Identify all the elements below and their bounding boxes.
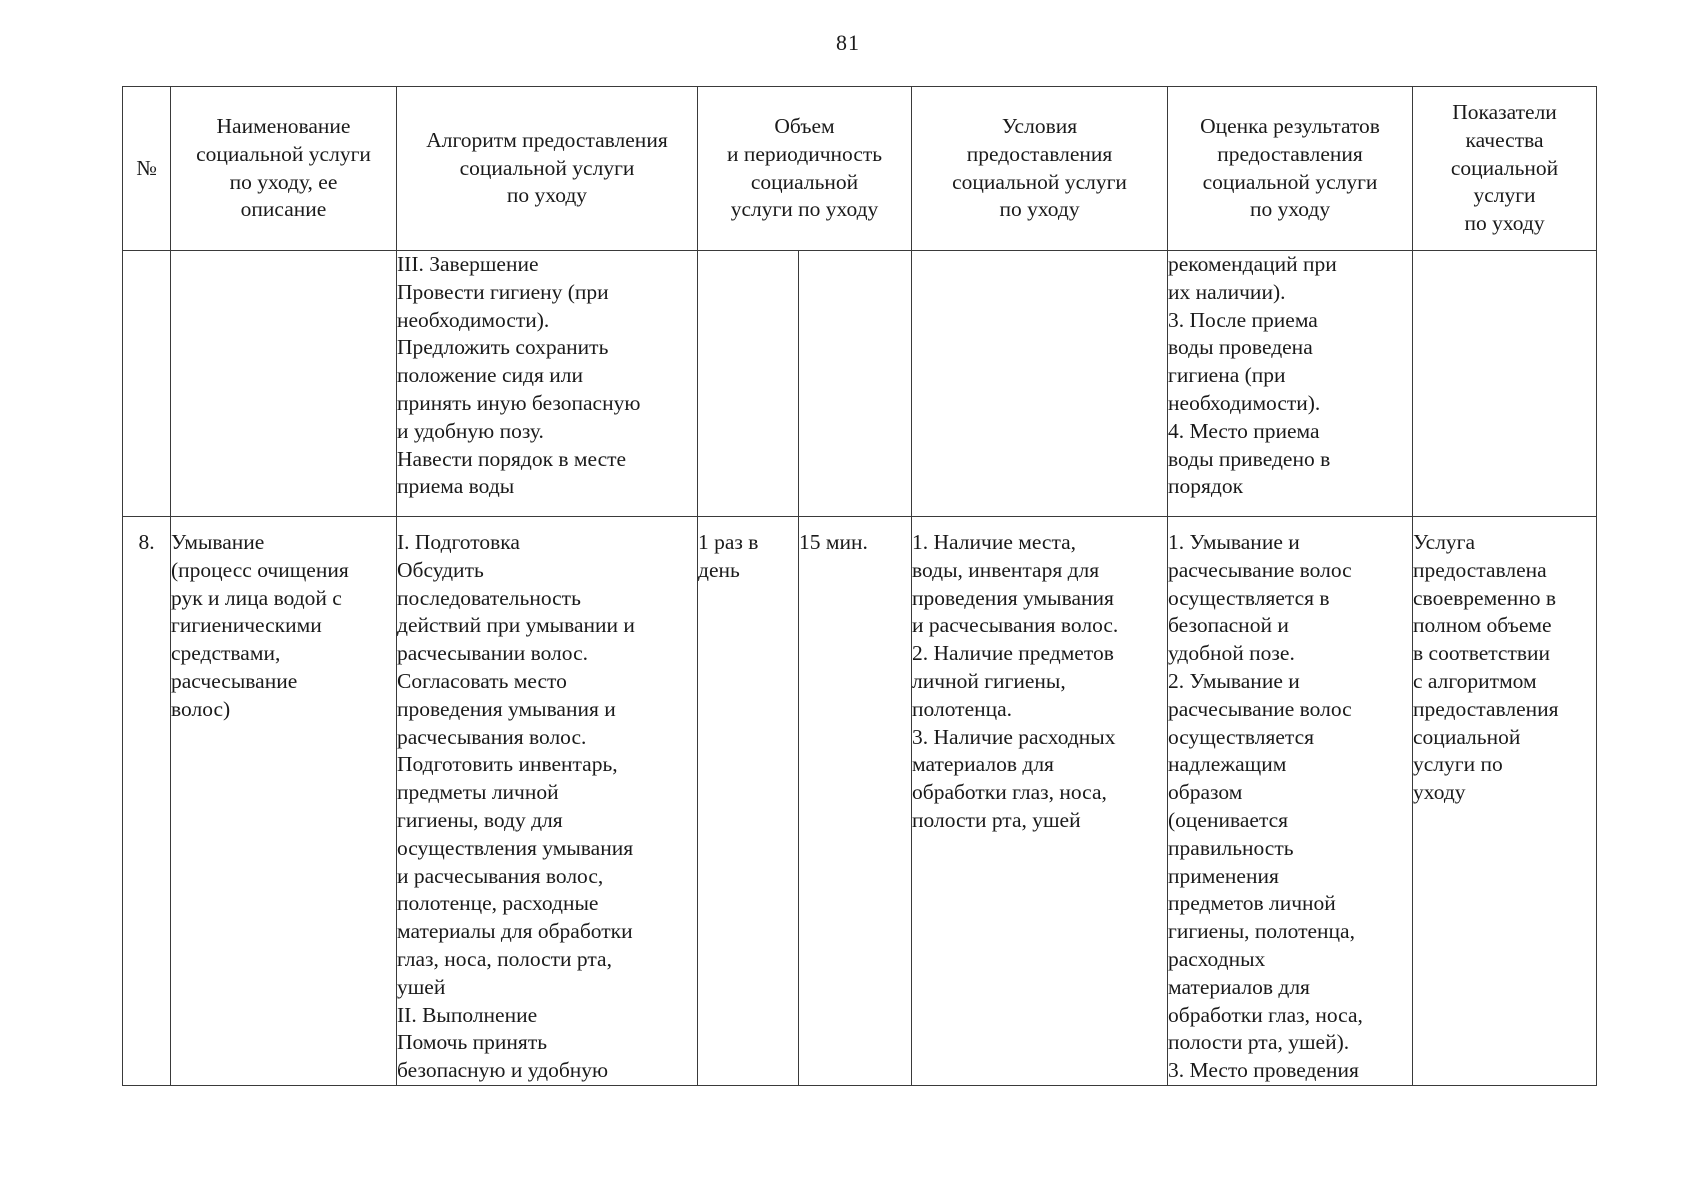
- header-volume: [698, 87, 912, 251]
- text-line: социальной услуги: [196, 141, 371, 166]
- text-line: и удобную позу.: [397, 418, 544, 443]
- quality-cell: [1413, 251, 1597, 517]
- text-line: полном объеме: [1413, 613, 1552, 638]
- text-line: рекомендаций при: [1168, 252, 1337, 276]
- text-line: осуществляется: [1168, 724, 1315, 749]
- header-name: [171, 87, 397, 251]
- text-line: социальной: [1413, 724, 1521, 749]
- text-line: по уходу, ее: [229, 169, 338, 194]
- text-line: действий при умывании и: [397, 613, 635, 638]
- text-line: (оценивается: [1168, 807, 1289, 832]
- text-line: надлежащим: [1168, 752, 1287, 777]
- text-line: предметы личной: [397, 780, 559, 805]
- text-line: день: [698, 557, 740, 582]
- text-line: волос): [171, 696, 231, 721]
- text-line: проведения умывания и: [397, 696, 616, 721]
- text-line: (процесс очищения: [171, 557, 349, 582]
- text-line: Помочь принять: [397, 1030, 548, 1055]
- text-line: Объем: [774, 113, 835, 138]
- text-line: и расчесывания волос.: [912, 613, 1119, 638]
- text-line: III. Завершение: [397, 252, 539, 276]
- evaluation-cell: [1168, 517, 1413, 1086]
- text-line: гигиена (при: [1168, 363, 1286, 388]
- text-line: услуги по: [1413, 752, 1503, 777]
- text-line: средствами,: [171, 641, 281, 666]
- page-number: 81: [836, 30, 860, 55]
- duration-cell: [799, 251, 912, 517]
- text-line: обработки глаз, носа,: [1168, 1002, 1363, 1027]
- table-row: [123, 251, 1597, 517]
- text-line: применения: [1168, 863, 1279, 888]
- frequency-cell: [698, 251, 799, 517]
- text-line: качества: [1465, 127, 1544, 152]
- text-line: безопасной и: [1168, 613, 1289, 638]
- text-line: осуществления умывания: [397, 835, 634, 860]
- text-line: Услуга: [1413, 530, 1476, 554]
- text-line: предоставления: [1217, 141, 1363, 166]
- text-line: полости рта, ушей: [912, 807, 1081, 832]
- text-line: социальной услуги: [1202, 169, 1378, 194]
- text-line: предоставления: [1413, 696, 1559, 721]
- text-line: 15 мин.: [799, 530, 868, 554]
- text-line: последовательность: [397, 585, 581, 610]
- evaluation-cell: [1168, 251, 1413, 517]
- text-line: 3. Наличие расходных: [912, 724, 1116, 749]
- header-algorithm: [397, 87, 698, 251]
- text-line: Алгоритм предоставления: [426, 127, 668, 152]
- text-line: рук и лица водой с: [171, 585, 342, 610]
- text-line: расчесывании волос.: [397, 641, 588, 666]
- text-line: материалы для обработки: [397, 919, 633, 944]
- text-line: приема воды: [397, 474, 515, 499]
- text-line: расчесывание волос: [1168, 557, 1352, 582]
- text-line: Условия: [1001, 113, 1078, 138]
- text-line: Навести порядок в месте: [397, 446, 627, 471]
- text-line: ушей: [397, 974, 446, 999]
- text-line: гигиены, воду для: [397, 807, 563, 832]
- text-line: положение сидя или: [397, 363, 583, 388]
- text-line: Обсудить: [397, 557, 484, 582]
- text-line: 1. Наличие места,: [912, 530, 1077, 554]
- text-line: предоставлена: [1413, 557, 1547, 582]
- text-line: 2. Наличие предметов: [912, 641, 1114, 666]
- text-line: и расчесывания волос,: [397, 863, 604, 888]
- text-line: необходимости).: [1168, 390, 1321, 415]
- text-line: по уходу: [1249, 197, 1331, 222]
- text-line: материалов для: [912, 752, 1054, 777]
- row-num: 8.: [123, 517, 171, 1086]
- text-line: их наличии).: [1168, 279, 1286, 304]
- text-line: в соответствии: [1413, 641, 1551, 666]
- text-line: расчесывание волос: [1168, 696, 1352, 721]
- text-line: воды, инвентаря для: [912, 557, 1100, 582]
- header-quality: [1413, 87, 1597, 251]
- text-line: 4. Место приема: [1168, 418, 1320, 443]
- conditions-cell: [912, 251, 1168, 517]
- text-line: уходу: [1413, 780, 1466, 805]
- text-line: услуги по уходу: [730, 197, 879, 222]
- quality-cell: [1413, 517, 1597, 1086]
- text-line: по уходу: [999, 197, 1080, 222]
- text-line: Провести гигиену (при: [397, 279, 609, 304]
- text-line: расходных: [1168, 946, 1266, 971]
- text-line: услуги: [1473, 183, 1536, 208]
- text-line: Предложить сохранить: [397, 335, 609, 360]
- text-line: принять иную безопасную: [397, 390, 641, 415]
- text-line: и периодичность: [726, 141, 883, 166]
- text-line: глаз, носа, полости рта,: [397, 946, 612, 971]
- table-header-row: [123, 87, 1597, 251]
- text-line: своевременно в: [1413, 585, 1556, 610]
- text-line: социальной услуги: [952, 169, 1127, 194]
- text-line: удобной позе.: [1168, 641, 1295, 666]
- text-line: II. Выполнение: [397, 1002, 538, 1027]
- text-line: воды проведена: [1168, 335, 1313, 360]
- text-line: 1 раз в: [698, 530, 759, 554]
- text-line: гигиены, полотенца,: [1168, 919, 1355, 944]
- text-line: предметов личной: [1168, 891, 1336, 916]
- text-line: обработки глаз, носа,: [912, 780, 1107, 805]
- service-name-cell: [171, 517, 397, 1086]
- text-line: Наименование: [216, 113, 351, 138]
- text-line: порядок: [1168, 474, 1244, 499]
- text-line: Умывание: [171, 530, 265, 554]
- text-line: гигиеническими: [171, 613, 322, 638]
- text-line: необходимости).: [397, 307, 550, 332]
- algorithm-cell: [397, 517, 698, 1086]
- text-line: материалов для: [1168, 974, 1310, 999]
- header-conditions: [912, 87, 1168, 251]
- text-line: расчесывание: [171, 668, 298, 693]
- text-line: проведения умывания: [912, 585, 1114, 610]
- text-line: полотенца.: [912, 696, 1013, 721]
- header-evaluation: [1168, 87, 1413, 251]
- duration-cell: [799, 517, 912, 1086]
- text-line: социальной: [1450, 155, 1559, 180]
- row-num: [123, 251, 171, 517]
- text-line: безопасную и удобную: [397, 1058, 609, 1083]
- text-line: 2. Умывание и: [1168, 668, 1300, 693]
- table-row: [123, 517, 1597, 1086]
- text-line: 1. Умывание и: [1168, 530, 1300, 554]
- text-line: полотенце, расходные: [397, 891, 599, 916]
- text-line: 3. Место проведения: [1168, 1058, 1359, 1083]
- conditions-cell: [912, 517, 1168, 1086]
- header-num: №: [123, 87, 171, 251]
- text-line: предоставления: [966, 141, 1113, 166]
- text-line: социальной: [750, 169, 859, 194]
- text-line: расчесывания волос.: [397, 724, 587, 749]
- text-line: по уходу: [506, 183, 588, 208]
- text-line: осуществляется в: [1168, 585, 1330, 610]
- frequency-cell: [698, 517, 799, 1086]
- text-line: I. Подготовка: [397, 530, 520, 554]
- text-line: Оценка результатов: [1200, 113, 1380, 138]
- text-line: 3. После приема: [1168, 307, 1318, 332]
- services-table: [122, 86, 1597, 1086]
- algorithm-cell: [397, 251, 698, 517]
- text-line: Показатели: [1452, 100, 1557, 124]
- text-line: воды приведено в: [1168, 446, 1331, 471]
- text-line: образом: [1168, 780, 1243, 805]
- text-line: правильность: [1168, 835, 1294, 860]
- service-name-cell: [171, 251, 397, 517]
- text-line: полости рта, ушей).: [1168, 1030, 1350, 1055]
- text-line: Подготовить инвентарь,: [397, 752, 618, 777]
- text-line: по уходу: [1464, 211, 1545, 236]
- text-line: описание: [240, 197, 327, 222]
- text-line: личной гигиены,: [912, 668, 1066, 693]
- text-line: социальной услуги: [459, 155, 635, 180]
- text-line: с алгоритмом: [1413, 668, 1537, 693]
- text-line: Согласовать место: [397, 668, 567, 693]
